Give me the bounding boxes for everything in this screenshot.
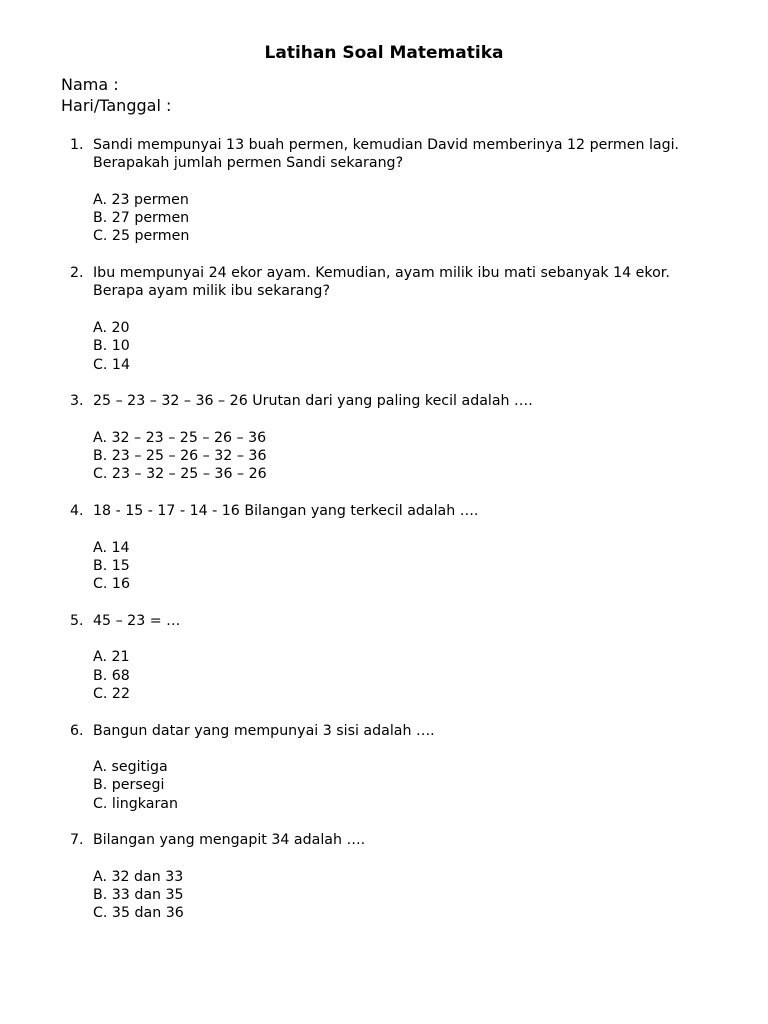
- question-item: [0, 722, 768, 813]
- question-text: Ibu mempunyai 24 ekor ayam. Kemudian, ayam milik ibu mati sebanyak 14 ekor. Berapa ayam milik ibu sekarang?: [93, 265, 670, 300]
- answer-option: C. 35 dan 36: [93, 905, 184, 922]
- answer-options: [93, 758, 703, 813]
- answer-option: B. 68: [93, 667, 130, 684]
- answer-option: A. 23 permen: [93, 191, 189, 208]
- answer-options: [93, 191, 703, 246]
- answer-options: [93, 319, 703, 374]
- question-body: [93, 264, 703, 374]
- question-text: Bilangan yang mengapit 34 adalah ….: [93, 832, 366, 849]
- question-body: [93, 831, 703, 922]
- question-text: 45 – 23 = …: [93, 612, 181, 629]
- answer-option: C. lingkaran: [93, 795, 178, 812]
- question-item: [0, 264, 768, 374]
- question-item: [0, 502, 768, 593]
- question-item: [0, 392, 768, 483]
- question-text: Sandi mempunyai 13 buah permen, kemudian David memberinya 12 permen lagi. Berapakah jumlah permen Sandi sekarang?: [93, 137, 680, 172]
- question-text: 25 – 23 – 32 – 36 – 26 Urutan dari yang paling kecil adalah ….: [93, 393, 533, 410]
- answer-options: [93, 429, 703, 484]
- answer-option: B. 15: [93, 557, 130, 574]
- question-item: [0, 612, 768, 703]
- answer-options: [93, 539, 703, 594]
- question-list: [0, 136, 768, 923]
- answer-option: B. 27 permen: [93, 210, 190, 227]
- answer-option: A. segitiga: [93, 759, 168, 776]
- question-number: 6.: [70, 722, 84, 739]
- question-body: [93, 392, 703, 483]
- name-field-label: Nama :: [61, 75, 119, 94]
- question-number: 1.: [70, 137, 84, 153]
- question-body: [93, 136, 703, 246]
- date-field-label: Hari/Tanggal :: [61, 96, 172, 115]
- answer-option: B. persegi: [93, 777, 165, 794]
- answer-option: C. 14: [93, 356, 130, 373]
- question-text: 18 - 15 - 17 - 14 - 16 Bilangan yang terkecil adalah ….: [93, 502, 479, 519]
- answer-option: B. 10: [93, 338, 130, 355]
- question-number: 4.: [70, 502, 84, 519]
- answer-option: A. 21: [93, 649, 130, 666]
- answer-option: B. 33 dan 35: [93, 887, 184, 904]
- question-body: [93, 722, 703, 813]
- answer-options: [93, 868, 703, 923]
- question-number: 5.: [70, 612, 84, 629]
- question-body: [93, 612, 703, 703]
- question-text: Bangun datar yang mempunyai 3 sisi adalah ….: [93, 722, 435, 739]
- answer-option: B. 23 – 25 – 26 – 32 – 36: [93, 448, 267, 465]
- answer-option: C. 16: [93, 576, 130, 593]
- question-number: 2.: [70, 265, 84, 282]
- question-body: [93, 502, 703, 593]
- answer-option: A. 32 – 23 – 25 – 26 – 36: [93, 429, 267, 446]
- answer-options: [93, 648, 703, 703]
- answer-option: A. 14: [93, 539, 130, 556]
- answer-option: C. 22: [93, 685, 130, 702]
- question-number: 7.: [70, 832, 84, 849]
- question-item: [0, 831, 768, 922]
- answer-option: C. 25 permen: [93, 228, 190, 245]
- answer-option: C. 23 – 32 – 25 – 36 – 26: [93, 466, 267, 483]
- question-number: 3.: [70, 393, 84, 410]
- answer-option: A. 20: [93, 319, 130, 336]
- question-item: [0, 136, 768, 246]
- page-title: Latihan Soal Matematika: [264, 43, 504, 63]
- answer-option: A. 32 dan 33: [93, 868, 184, 885]
